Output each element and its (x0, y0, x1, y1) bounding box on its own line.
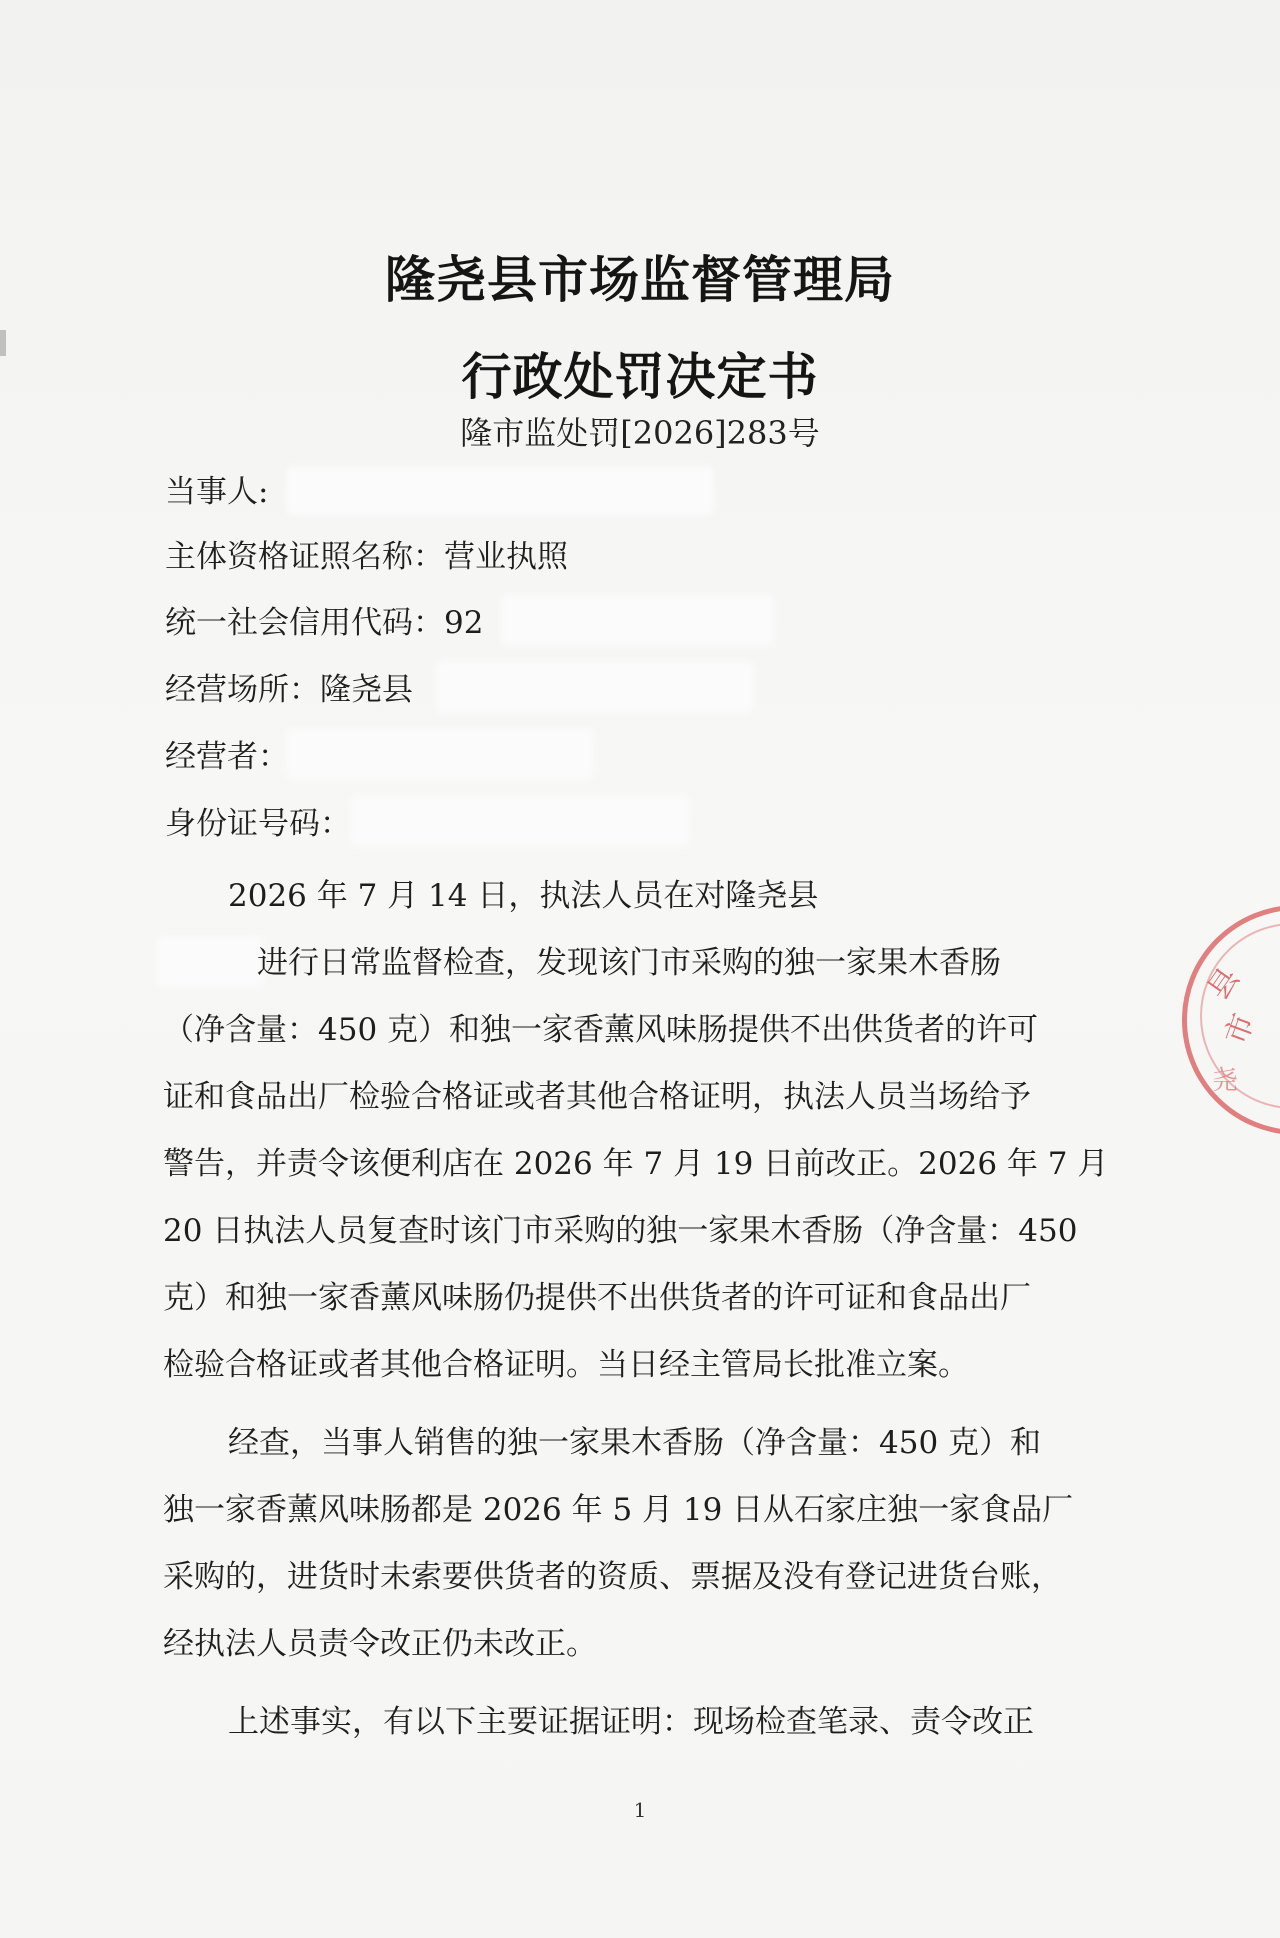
document-number: 隆市监处罚[2026]283号 (460, 414, 820, 452)
body-line: 上述事实，有以下主要证据证明：现场检查笔录、责令改正 (228, 1704, 1034, 1740)
body-line: 独一家香薰风味肠都是 2026 年 5 月 19 日从石家庄独一家食品厂 (163, 1492, 1074, 1528)
agency-heading: 隆尧县市场监督管理局 (385, 251, 895, 309)
body-line: 采购的，进货时未索要供货者的资质、票据及没有登记进货台账， (163, 1559, 1062, 1595)
document-title: 行政处罚决定书 (461, 348, 819, 406)
body-line: 警告，并责令该便利店在 2026 年 7 月 19 日前改正。2026 年 7 月 (163, 1146, 1109, 1182)
body-line: 克）和独一家香薰风味肠仍提供不出供货者的许可证和食品出厂 (163, 1280, 1031, 1316)
redacted-credit-code (505, 598, 770, 642)
credit-code-field: 统一社会信用代码：92 (165, 605, 484, 641)
redacted-party-name (290, 470, 710, 512)
body-line: 经查，当事人销售的独一家果木香肠（净含量：450 克）和 (228, 1425, 1042, 1461)
party-label: 当事人: (165, 474, 269, 510)
license-name-field: 主体资格证照名称：营业执照 (165, 539, 568, 575)
body-line: 经执法人员责令改正仍未改正。 (163, 1626, 597, 1662)
id-number-label: 身份证号码： (165, 806, 351, 842)
seal-glyph: 市 (1218, 1009, 1262, 1050)
seal-glyph: 尧 (1212, 1066, 1239, 1096)
premises-field: 经营场所：隆尧县 (165, 672, 413, 708)
body-line: 进行日常监督检查，发现该门市采购的独一家果木香肠 (257, 945, 1001, 981)
body-line: （净含量：450 克）和独一家香薰风味肠提供不出供货者的许可 (163, 1012, 1039, 1048)
redacted-premises (440, 665, 750, 709)
operator-label: 经营者： (165, 739, 289, 775)
body-line: 20 日执法人员复查时该门市采购的独一家果木香肠（净含量：450 (163, 1213, 1078, 1249)
redacted-store-name (160, 940, 260, 984)
redacted-id-number (355, 799, 685, 843)
body-line: 证和食品出厂检验合格证或者其他合格证明，执法人员当场给予 (163, 1079, 1031, 1115)
redacted-operator (290, 732, 590, 776)
body-line: 检验合格证或者其他合格证明。当日经主管局长批准立案。 (163, 1347, 969, 1383)
seal-glyph: 县 (1200, 961, 1247, 1007)
page-number: 1 (633, 1798, 647, 1822)
body-line: 2026 年 7 月 14 日，执法人员在对隆尧县 (228, 878, 819, 914)
